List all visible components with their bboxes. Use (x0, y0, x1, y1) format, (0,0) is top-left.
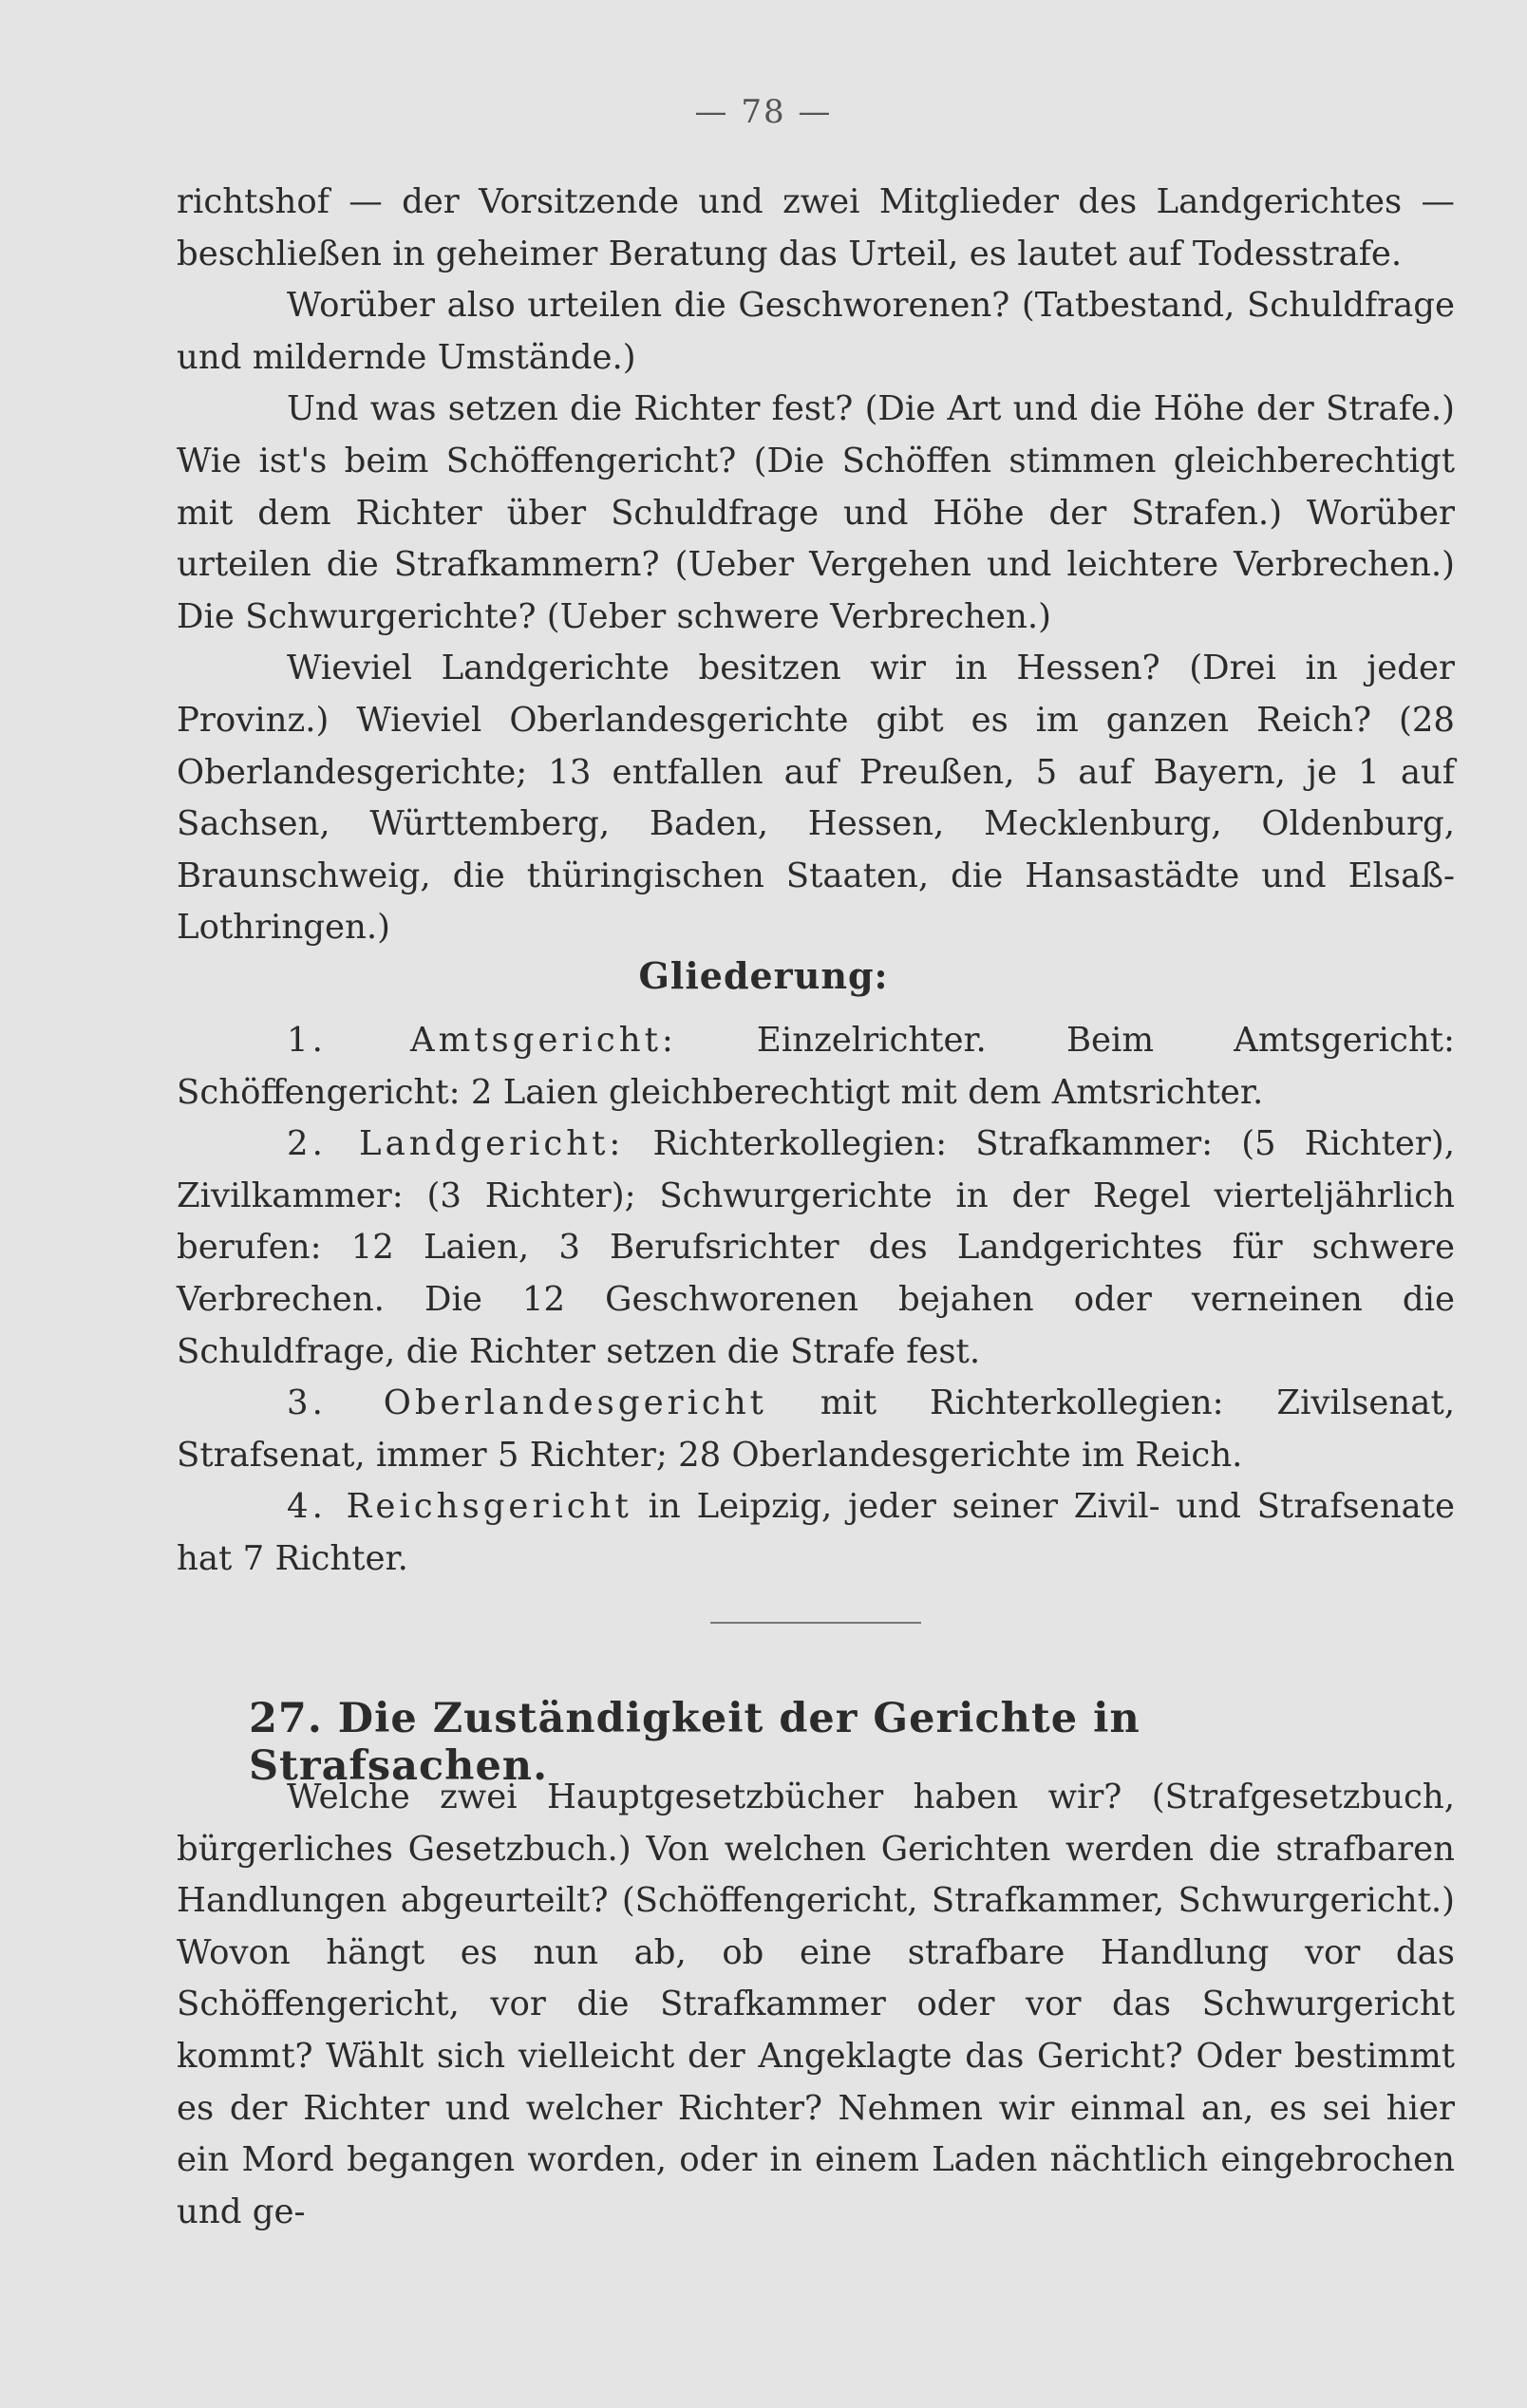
section-heading: 27. Die Zuständigkeit der Gerichte in Strafsachen. (249, 1695, 1141, 1790)
page-number: — 78 — (694, 93, 833, 131)
outline-item (177, 1015, 1455, 1119)
paragraph: Worüber also urteilen die Geschworenen? (Tatbestand, Schuldfrage und mildernde Umstände.) (177, 286, 1455, 377)
body-text-bottom (177, 1772, 1455, 2238)
section-divider (710, 1622, 921, 1624)
paragraph: Und was setzen die Richter fest? (Die Art und die Höhe der Strafe.) Wie ist's beim Schöffengericht? (Die Schöffen stimmen gleichberechtigt mit dem Richter über Schuldfrage und Höhe der Strafen.) Worüber urteilen die Strafkammern? (Ueber Vergehen und leichtere Verbrechen.) Die Schwurgerichte? (Ueber schwere Verbrechen.) (177, 389, 1455, 636)
paragraph: Wieviel Landgerichte besitzen wir in Hessen? (Drei in jeder Provinz.) Wieviel Oberlandesgerichte gibt es im ganzen Reich? (28 Oberlandesgerichte; 13 entfallen auf Preußen, 5 auf Bayern, je 1 auf Sachsen, Württemberg, Baden, Hessen, Mecklenburg, Oldenburg, Braunschweig, die thüringischen Staaten, die Hansastädte und Elsaß-Lothringen.) (177, 649, 1455, 948)
outline-label: 1. Amtsgericht: (287, 1021, 677, 1060)
subheading: Gliederung: (638, 954, 889, 997)
outline-list (177, 1015, 1455, 1586)
outline-item (177, 1481, 1455, 1585)
outline-item (177, 1378, 1455, 1481)
outline-label: 4. Reichsgericht (287, 1487, 632, 1527)
outline-label: 2. Landgericht: (287, 1124, 625, 1164)
outline-label: 3. Oberlandesgericht (287, 1383, 767, 1423)
outline-text: in Leipzig, jeder seiner Zivil- und Strafsenate hat 7 Richter. (177, 1487, 1455, 1578)
outline-item (177, 1119, 1455, 1378)
outline-text: mit Richterkollegien: Zivilsenat, Strafsenat, immer 5 Richter; 28 Oberlandesgerichte im Reich. (177, 1383, 1455, 1475)
paragraph: richtshof — der Vorsitzende und zwei Mitglieder des Landgerichtes — beschließen in geheimer Beratung das Urteil, es lautet auf Todesstrafe. (177, 182, 1455, 273)
outline-text: Richterkollegien: Strafkammer: (5 Richter), Zivilkammer: (3 Richter); Schwurgerichte in der Regel vierteljährlich berufen: 12 Laien, 3 Berufsrichter des Landgerichtes für schwere Verbrechen. Die 12 Geschworenen bejahen oder verneinen die Schuldfrage, die Richter setzen die Strafe fest. (177, 1124, 1455, 1371)
paragraph: Welche zwei Hauptgesetzbücher haben wir? (Strafgesetzbuch, bürgerliches Gesetzbuch.) Von welchen Gerichten werden die strafbaren Handlungen abgeurteilt? (Schöffengericht, Strafkammer, Schwurgericht.) Wovon hängt es nun ab, ob eine strafbare Handlung vor das Schöffengericht, vor die Strafkammer oder vor das Schwurgericht kommt? Wählt sich vielleicht der Angeklagte das Gericht? Oder bestimmt es der Richter und welcher Richter? Nehmen wir einmal an, es sei hier ein Mord begangen worden, oder in einem Laden nächtlich eingebrochen und ge- (177, 1778, 1455, 2231)
body-text-top (177, 177, 1455, 954)
outline-text: Einzelrichter. Beim Amtsgericht: Schöffengericht: 2 Laien gleichberechtigt mit dem Amtsrichter. (177, 1021, 1455, 1112)
